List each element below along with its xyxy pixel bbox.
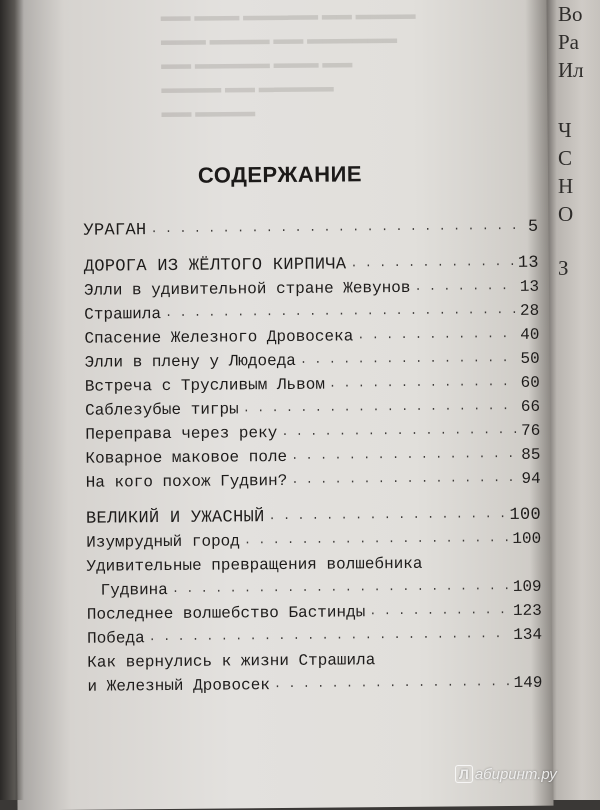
toc-chapter: Страшила . . . 28 [84,302,539,324]
toc-chapter: Спасение Железного Дровосека . . . 40 [84,326,539,348]
facing-page-text: З [558,256,569,280]
page-number: 109 [512,577,542,596]
facing-page-text: Н [558,174,574,198]
facing-page-text: Ч [558,118,572,142]
toc-chapter: Коварное маковое поле . . . 85 [85,446,540,468]
page-number: 66 [520,397,541,416]
toc-chapter: Саблезубые тигры . . . 66 [85,398,540,420]
watermark-logo: Л [455,765,473,783]
toc-chapter: Удивительные превращения волшебника Гудвина . . . 109 [86,554,541,600]
page-number: 100 [509,505,542,526]
page-number: 13 [517,253,539,273]
book-page [10,0,553,810]
toc-part-heading: ДОРОГА ИЗ ЖЁЛТОГО КИРПИЧА . . . 13 [84,254,539,277]
page-number: 134 [513,625,543,644]
facing-page-text: О [558,202,574,226]
page-number: 100 [512,529,542,548]
page-number: 40 [520,325,540,344]
toc-part-heading: УРАГАН . . . 5 [83,218,538,241]
page-number: 28 [519,301,540,320]
toc-part-heading: ВЕЛИКИЙ И УЖАСНЫЙ . . . 100 [86,506,541,529]
facing-page-text: Ил [558,58,584,82]
page-number: 60 [520,373,540,392]
facing-page-text: С [558,146,573,170]
toc-chapter: Встреча с Трусливым Львом . . . 60 [85,374,540,396]
toc-chapter: Переправа через реку . . . 76 [85,422,540,444]
page-number: 13 [519,277,540,296]
toc-chapter: Элли в плену у Людоеда . . . 50 [85,350,540,372]
toc-chapter: Как вернулись к жизни Страшила и Железный Дровосек . . . 149 [87,650,542,696]
page-number: 50 [520,349,540,368]
toc-chapter: Победа . . . 134 [87,626,542,648]
bleed-through-texture: ▬▬ ▬▬▬ ▬▬▬▬▬ ▬▬ ▬▬▬▬ ▬▬▬ ▬▬▬▬ ▬▬ ▬▬▬▬▬▬ ▬▬ ▬▬▬▬▬ ▬▬▬ ▬▬ ▬▬▬▬ ▬▬ ▬▬▬▬▬ ▬▬ ▬▬▬▬ [160,6,416,122]
toc-chapter: Элли в удивительной стране Жевунов . . . 13 [84,278,539,300]
facing-page [546,0,600,800]
page-number: 85 [521,445,541,464]
page-number: 76 [520,421,541,440]
toc-chapter: На кого похож Гудвин? . . . 94 [86,470,541,492]
toc-chapter: Последнее волшебство Бастинды . . . 123 [87,602,542,624]
spine-shadow [0,0,24,800]
page-number: 149 [513,673,543,692]
facing-page-text: Ра [558,30,579,54]
toc-chapter: Изумрудный город . . . 100 [86,530,541,552]
facing-page-text: Во [558,2,583,26]
toc-title: СОДЕРЖАНИЕ [197,161,363,188]
page-number: 5 [527,217,539,237]
watermark [455,765,557,783]
page-number: 94 [521,469,541,488]
watermark-text: абиринт.ру [474,766,557,783]
page-number: 123 [512,601,542,620]
